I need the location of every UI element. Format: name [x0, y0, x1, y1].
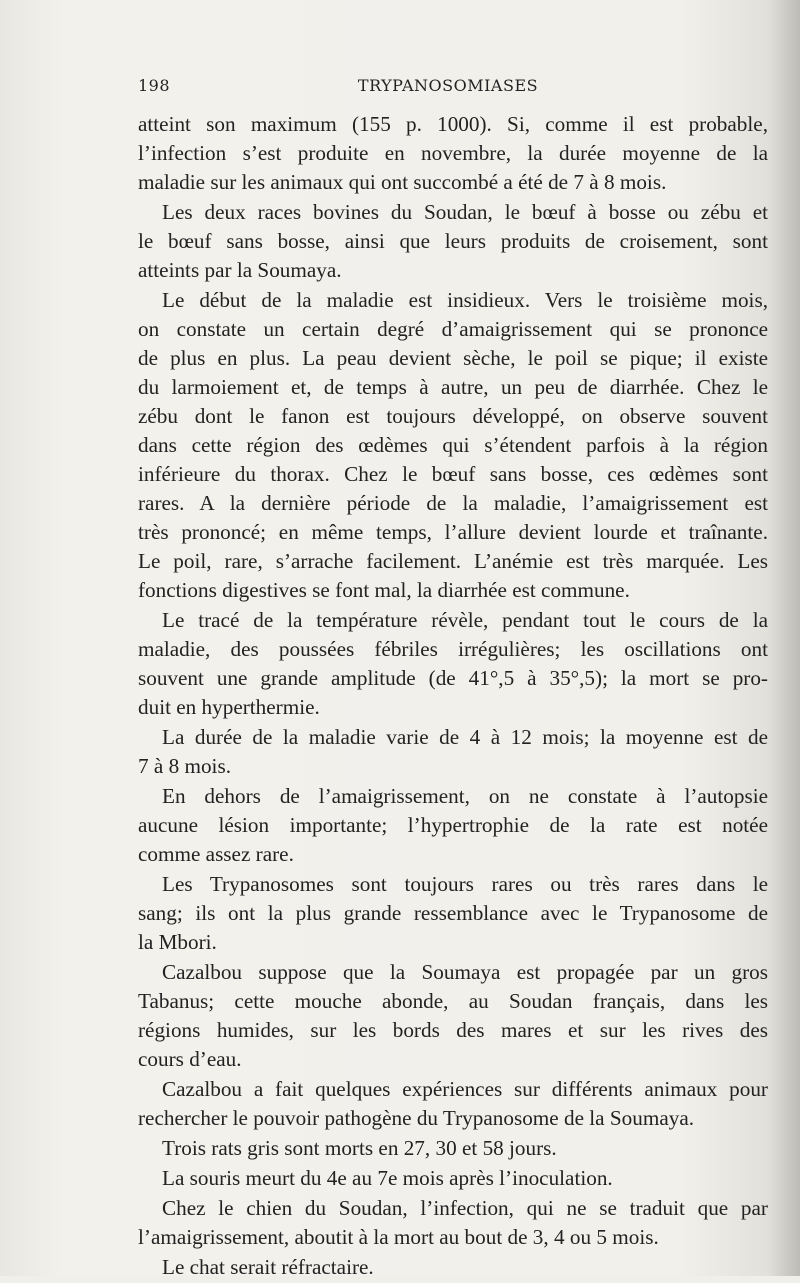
paragraph [138, 1075, 768, 1133]
text-line: on constate un certain degré d’amaigrissement qui se prononce [138, 317, 768, 341]
text-line: Le chat serait réfractaire. [162, 1255, 374, 1279]
paragraph [138, 110, 768, 197]
paragraph [138, 1253, 768, 1282]
text-line: 7 à 8 mois. [138, 754, 231, 778]
paragraph [138, 723, 768, 781]
text-line: régions humides, sur les bords des mares et sur les rives des [138, 1018, 768, 1042]
text-line: Cazalbou a fait quelques expériences sur différents animaux pour [162, 1077, 768, 1101]
text-line: La durée de la maladie varie de 4 à 12 mois; la moyenne est de [162, 725, 768, 749]
page-header [138, 76, 758, 100]
text-line: fonctions digestives se font mal, la diarrhée est commune. [138, 578, 630, 602]
paragraph [138, 1164, 768, 1193]
text-line: dans cette région des œdèmes qui s’étendent parfois à la région [138, 433, 768, 457]
text-line: aucune lésion importante; l’hypertrophie de la rate est notée [138, 813, 768, 837]
text-line: l’infection s’est produite en novembre, la durée moyenne de la [138, 141, 768, 165]
body-text [138, 110, 768, 1283]
text-line: Cazalbou suppose que la Soumaya est propagée par un gros [162, 960, 768, 984]
paragraph [138, 286, 768, 605]
paragraph [138, 782, 768, 869]
text-line: Tabanus; cette mouche abonde, au Soudan français, dans les [138, 989, 768, 1013]
text-line: de plus en plus. La peau devient sèche, le poil se pique; il existe [138, 346, 768, 370]
page-number: 198 [138, 76, 171, 95]
text-line: l’amaigrissement, aboutit à la mort au bout de 3, 4 ou 5 mois. [138, 1225, 659, 1249]
paragraph [138, 870, 768, 957]
text-line: En dehors de l’amaigrissement, on ne constate à l’autopsie [162, 784, 768, 808]
text-line: cours d’eau. [138, 1047, 242, 1071]
text-line: Les deux races bovines du Soudan, le bœuf à bosse ou zébu et [162, 200, 768, 224]
text-line: comme assez rare. [138, 842, 294, 866]
text-line: Chez le chien du Soudan, l’infection, qui ne se traduit que par [162, 1196, 768, 1220]
text-line: maladie sur les animaux qui ont succombé a été de 7 à 8 mois. [138, 170, 667, 194]
text-line: Les Trypanosomes sont toujours rares ou très rares dans le [162, 872, 768, 896]
text-line: Le poil, rare, s’arrache facilement. L’anémie est très marquée. Les [138, 549, 768, 573]
text-line: maladie, des poussées fébriles irrégulières; les oscillations ont [138, 637, 768, 661]
text-line: rechercher le pouvoir pathogène du Trypanosome de la Soumaya. [138, 1106, 695, 1130]
text-line: La souris meurt du 4e au 7e mois après l’inoculation. [162, 1166, 613, 1190]
text-line: Le début de la maladie est insidieux. Vers le troisième mois, [162, 288, 768, 312]
paragraph [138, 198, 768, 285]
text-line: Le tracé de la température révèle, pendant tout le cours de la [162, 608, 768, 632]
text-line: duit en hyperthermie. [138, 695, 320, 719]
text-line: zébu dont le fanon est toujours développé, on observe souvent [138, 404, 768, 428]
text-line: rares. A la dernière période de la maladie, l’amaigrissement est [138, 491, 768, 515]
text-line: atteint son maximum (155 p. 1000). Si, comme il est probable, [138, 112, 768, 136]
text-line: la Mbori. [138, 930, 217, 954]
text-line: inférieure du thorax. Chez le bœuf sans bosse, ces œdèmes sont [138, 462, 768, 486]
paragraph [138, 1134, 768, 1163]
text-line: sang; ils ont la plus grande ressemblance avec le Trypanosome de [138, 901, 768, 925]
running-title: TRYPANOSOMIASES [357, 76, 539, 95]
text-line: Trois rats gris sont morts en 27, 30 et 58 jours. [162, 1136, 557, 1160]
text-line: très prononcé; en même temps, l’allure devient lourde et traînante. [138, 520, 768, 544]
paragraph [138, 606, 768, 722]
text-line: souvent une grande amplitude (de 41°,5 à 35°,5); la mort se pro- [138, 666, 768, 690]
text-line: atteints par la Soumaya. [138, 258, 342, 282]
text-line: le bœuf sans bosse, ainsi que leurs produits de croisement, sont [138, 229, 768, 253]
paragraph [138, 1194, 768, 1252]
text-line: du larmoiement et, de temps à autre, un peu de diarrhée. Chez le [138, 375, 768, 399]
paragraph [138, 958, 768, 1074]
